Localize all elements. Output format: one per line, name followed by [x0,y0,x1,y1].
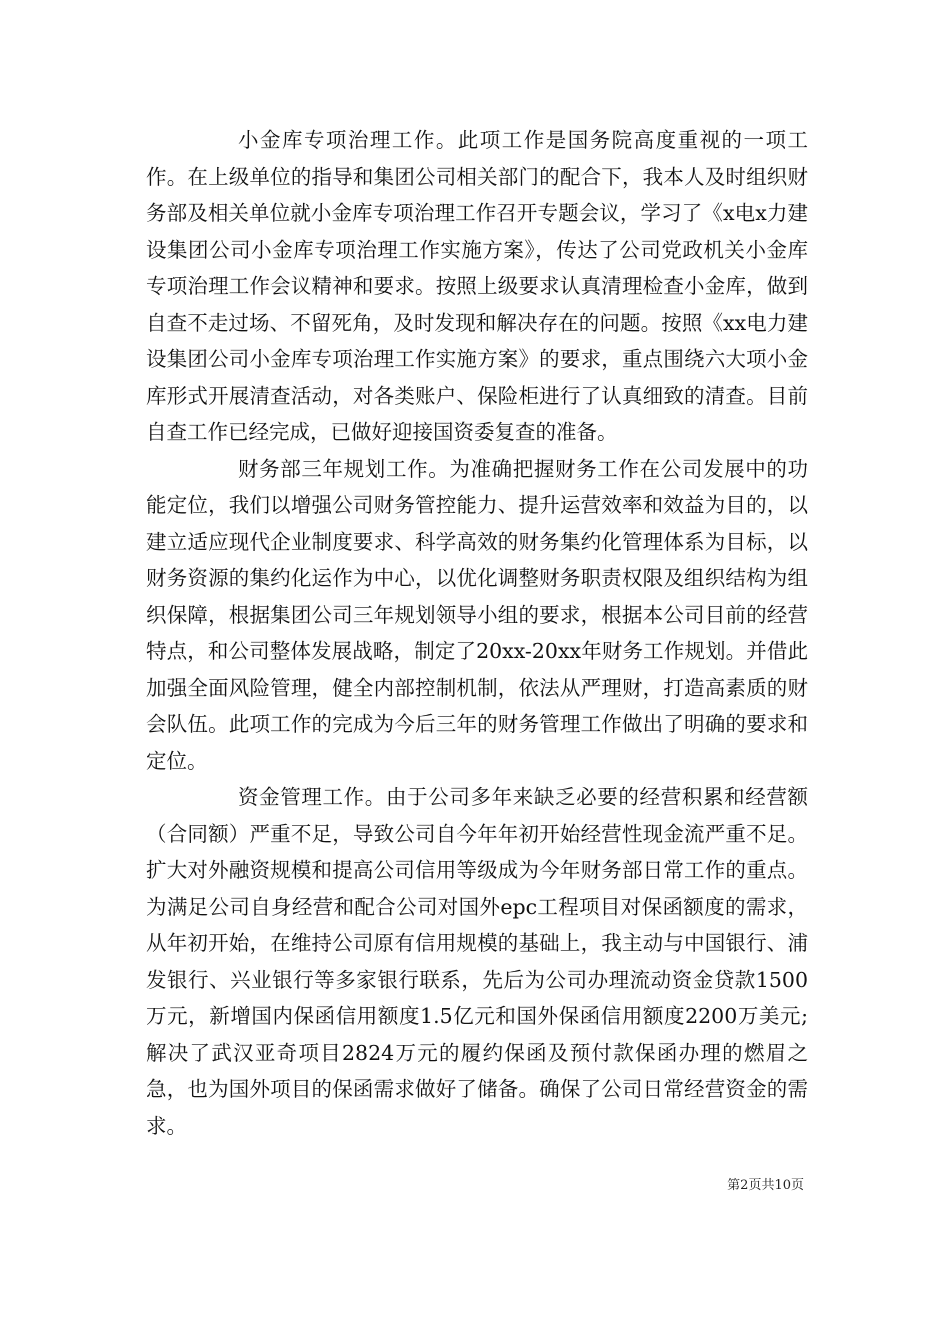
page-number-footer: 第2页共10页 [727,1178,804,1193]
paragraph-slush-fund-governance: 小金库专项治理工作。此项工作是国务院高度重视的一项工作。在上级单位的指导和集团公司相关部门的配合下，我本人及时组织财务部及相关单位就小金库专项治理工作召开专题会议，学习了《x电x力建设集团公司小金库专项治理工作实施方案》，传达了公司党政机关小金库专项治理工作会议精神和要求。按照上级要求认真清理检查小金库，做到自查不走过场、不留死角，及时发现和解决存在的问题。按照《xx电力建设集团公司小金库专项治理工作实施方案》的要求，重点围绕六大项小金库形式开展清查活动，对各类账户、保险柜进行了认真细致的清查。目前自查工作已经完成，已做好迎接国资委复查的准备。 [146,128,808,444]
paragraph-three-year-plan: 财务部三年规划工作。为准确把握财务工作在公司发展中的功能定位，我们以增强公司财务管控能力、提升运营效率和效益为目的，以建立适应现代企业制度要求、科学高效的财务集约化管理体系为目标，以财务资源的集约化运作为中心，以优化调整财务职责权限及组织结构为组织保障，根据集团公司三年规划领导小组的要求，根据本公司目前的经营特点，和公司整体发展战略，制定了20xx-20xx年财务工作规划。并借此加强全面风险管理，健全内部控制机制，依法从严理财，打造高素质的财会队伍。此项工作的完成为今后三年的财务管理工作做出了明确的要求和定位。 [146,456,808,773]
paragraph-fund-management: 资金管理工作。由于公司多年来缺乏必要的经营积累和经营额（合同额）严重不足，导致公司自今年年初开始经营性现金流严重不足。扩大对外融资规模和提高公司信用等级成为今年财务部日常工作的重点。为满足公司自身经营和配合公司对国外epc工程项目对保函额度的需求，从年初开始，在维持公司原有信用规模的基础上，我主动与中国银行、浦发银行、兴业银行等多家银行联系，先后为公司办理流动资金贷款1500万元，新增国内保函信用额度1.5亿元和国外保函信用额度2200万美元;解决了武汉亚奇项目2824万元的履约保函及预付款保函办理的燃眉之急，也为国外项目的保函需求做好了储备。确保了公司日常经营资金的需求。 [146,785,808,1138]
document-body [146,122,808,1144]
